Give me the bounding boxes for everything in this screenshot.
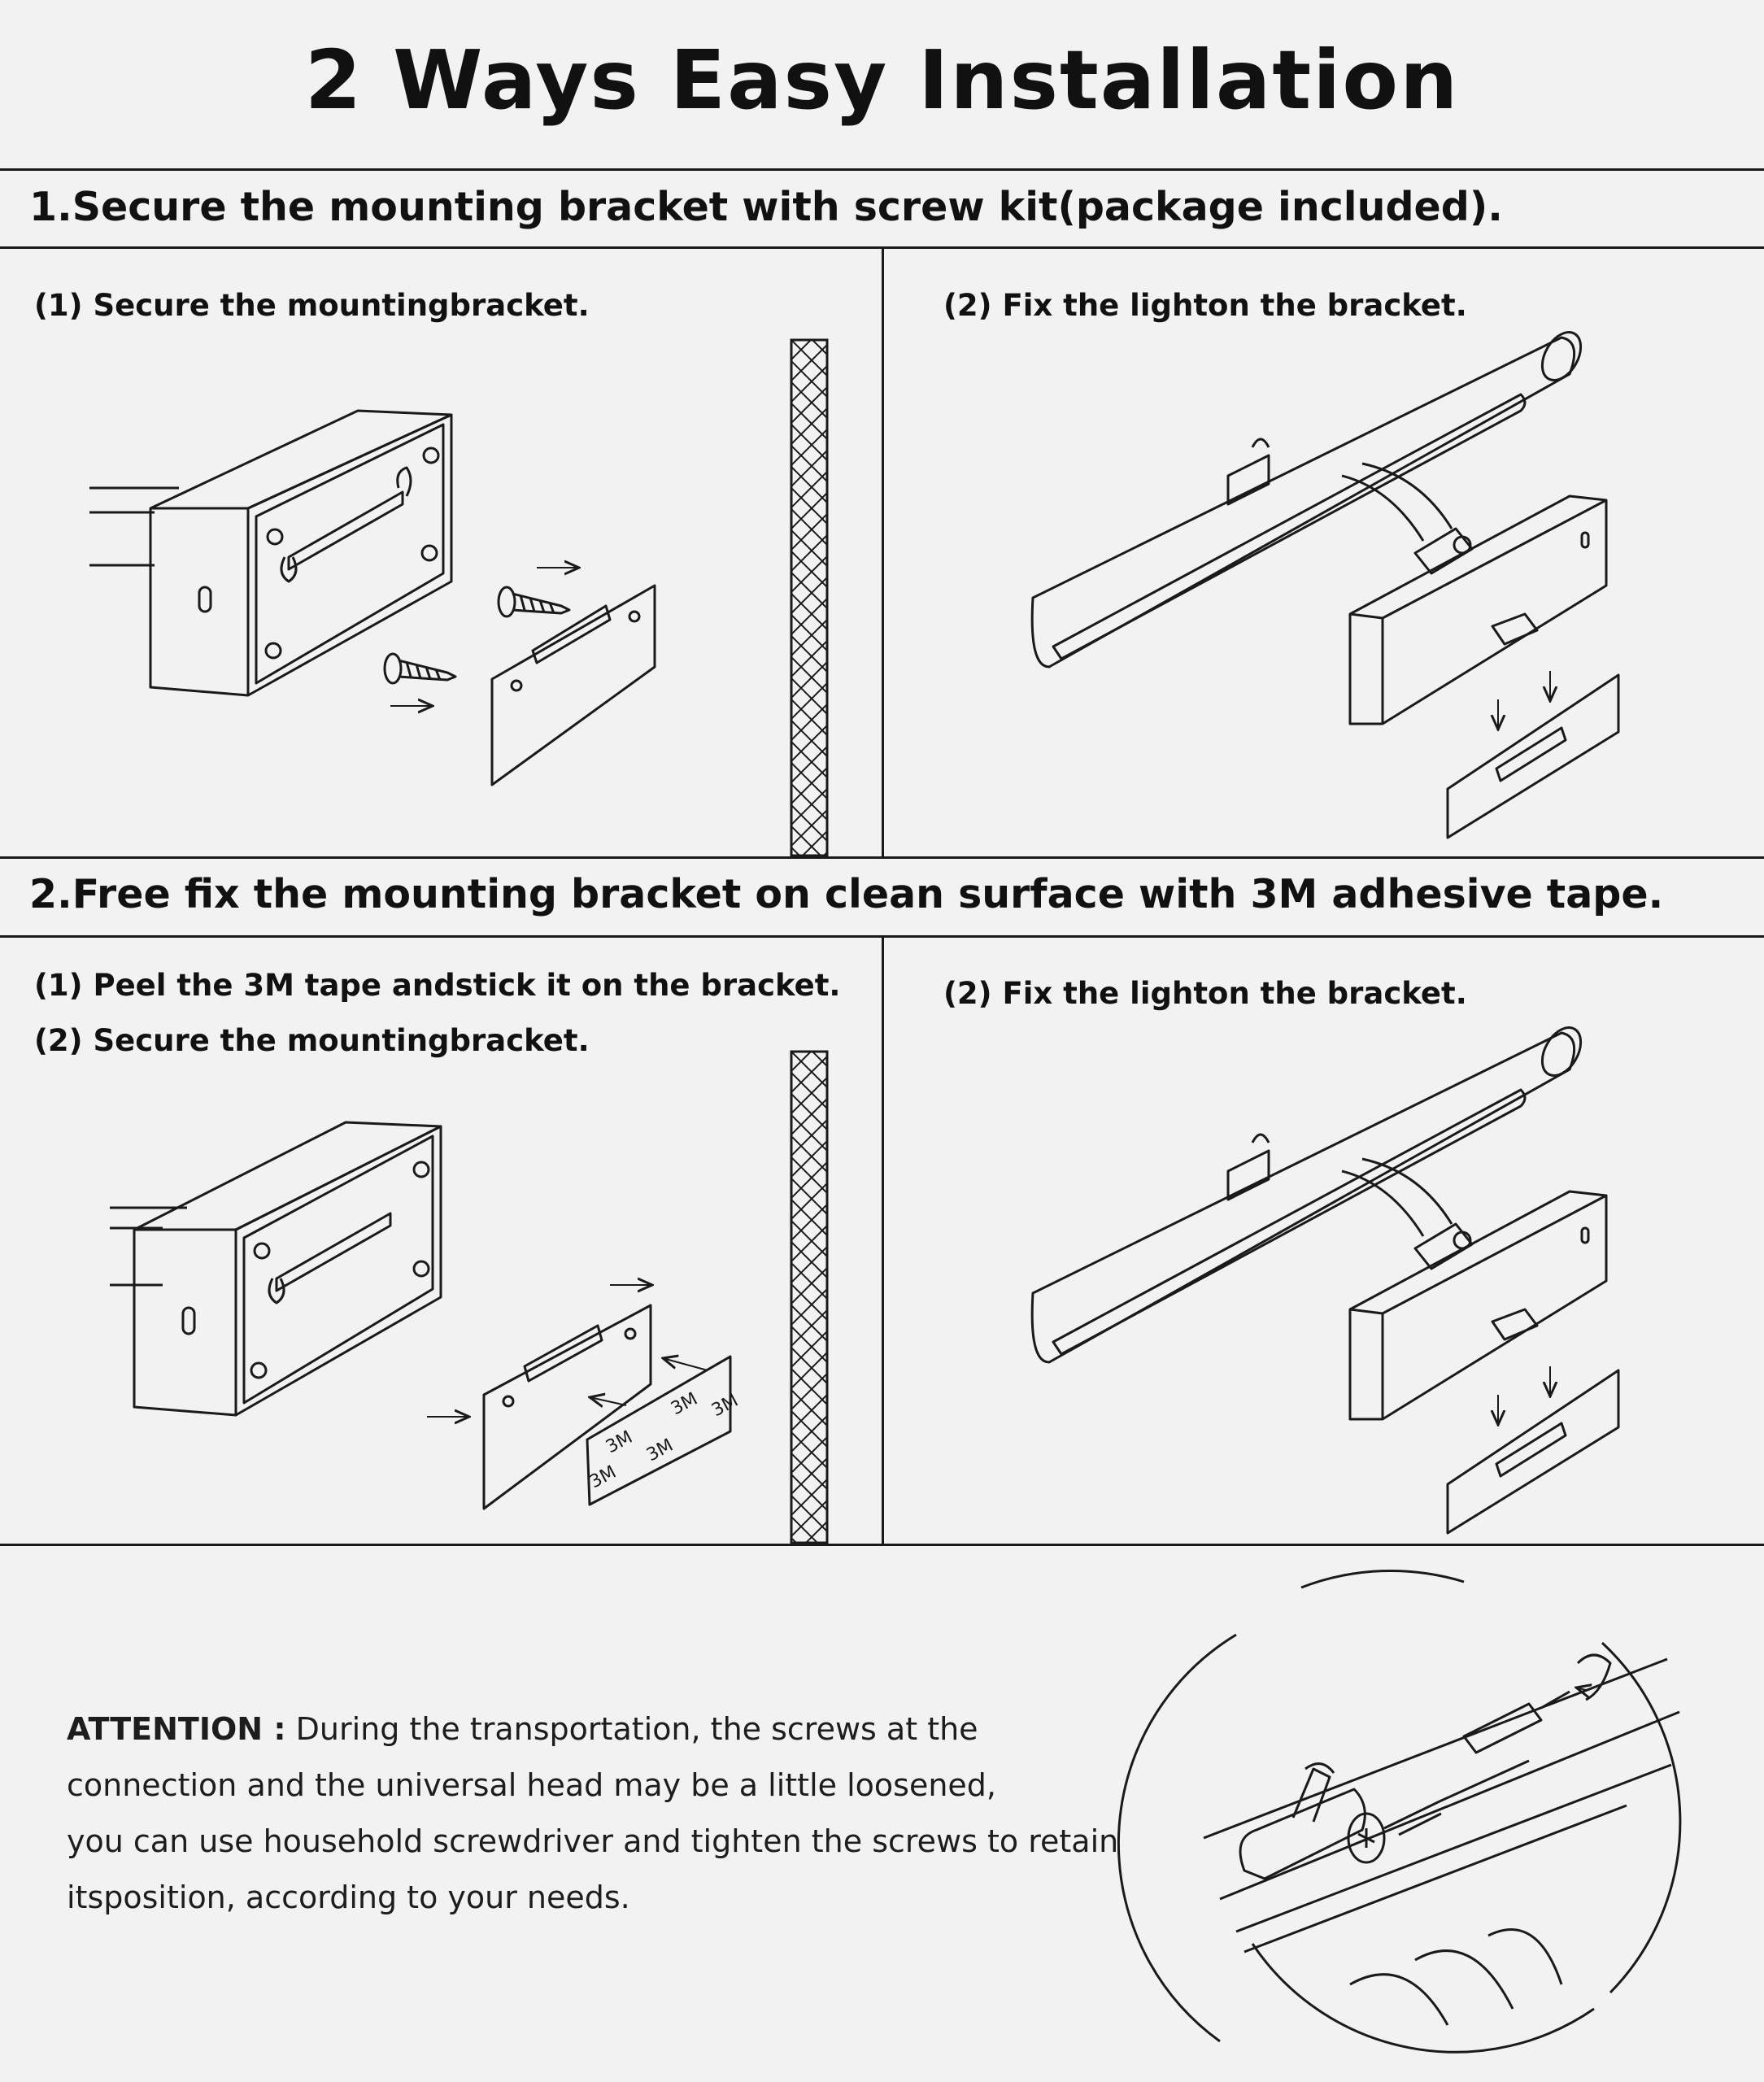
section2-step1b-label: (2) Secure the mountingbracket. bbox=[34, 1023, 590, 1058]
section1-step2-label: (2) Fix the lighton the bracket. bbox=[943, 288, 1467, 323]
attention-line-2: connection and the universal head may be a little loosened, bbox=[67, 1767, 996, 1803]
wall-strip-2 bbox=[791, 1051, 828, 1544]
divider-vertical-2 bbox=[882, 935, 884, 1544]
wall-strip-1 bbox=[791, 339, 828, 856]
tape-label-2: 3M bbox=[643, 1435, 677, 1466]
section2-step1a-label: (1) Peel the 3M tape andstick it on the bracket. bbox=[34, 968, 841, 1003]
fixture-box-screw-illustration bbox=[81, 407, 667, 797]
section2-step2-label: (2) Fix the lighton the bracket. bbox=[943, 976, 1467, 1011]
attention-line-1: During the transportation, the screws at the bbox=[285, 1711, 978, 1747]
light-on-bracket-illustration-1 bbox=[1000, 325, 1635, 846]
attention-line-3: you can use household screwdriver and tighten the screws to retain bbox=[67, 1823, 1119, 1859]
fixture-box-tape-illustration bbox=[81, 1098, 748, 1521]
divider-section2-top bbox=[0, 856, 1764, 859]
attention-line-4: itsposition, according to your needs. bbox=[67, 1879, 630, 1915]
attention-label: ATTENTION : bbox=[67, 1711, 286, 1747]
attention-text bbox=[67, 1701, 1124, 1926]
section1-step1-label: (1) Secure the mountingbracket. bbox=[34, 288, 590, 323]
tape-label-5: 3M bbox=[708, 1390, 742, 1422]
screwdriver-detail-illustration bbox=[1171, 1570, 1692, 2058]
divider-vertical-1 bbox=[882, 246, 884, 856]
page-title: 2 Ways Easy Installation bbox=[304, 33, 1460, 128]
divider-bottom bbox=[0, 1544, 1764, 1546]
section2-heading: 2.Free fix the mounting bracket on clean surface with 3M adhesive tape. bbox=[29, 871, 1664, 917]
tape-label-4: 3M bbox=[586, 1461, 620, 1493]
tape-label-3: 3M bbox=[668, 1388, 701, 1420]
divider-top bbox=[0, 168, 1764, 171]
tape-label-1: 3M bbox=[603, 1426, 636, 1458]
section1-heading: 1.Secure the mounting bracket with screw kit(package included). bbox=[29, 184, 1503, 230]
light-on-bracket-illustration-2 bbox=[1000, 1021, 1635, 1541]
